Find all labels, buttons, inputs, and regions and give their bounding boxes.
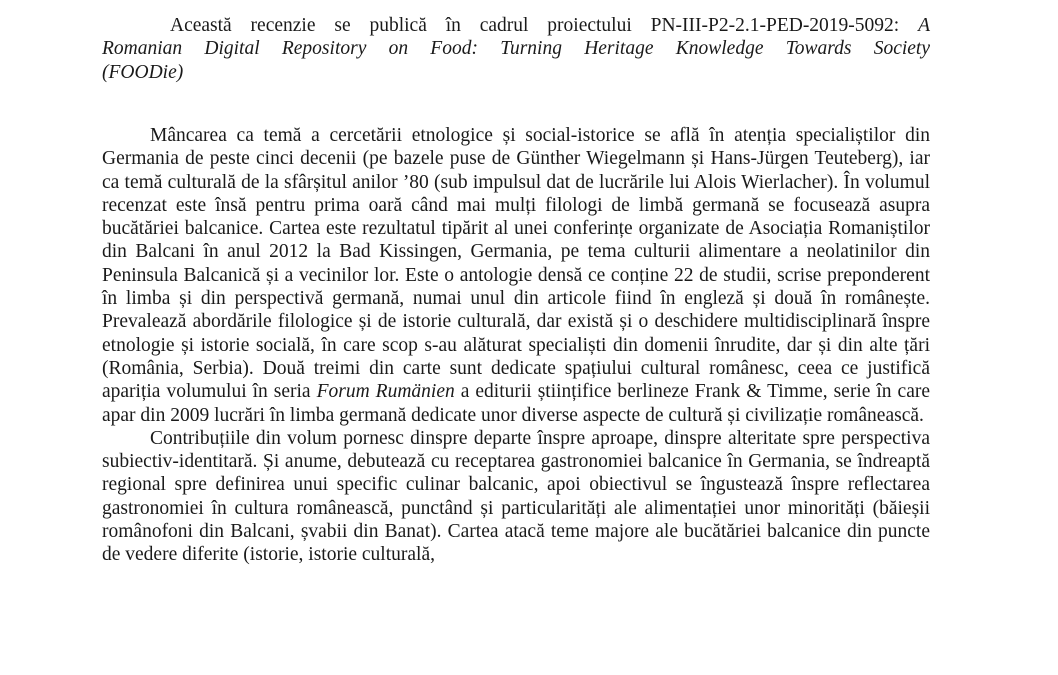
paragraph-1-part-2: a editurii științifice berlineze Frank & Timme, serie în care apar din 2009 lucrări în limba germană dedicate unor diverse aspecte de cultură și civilizație românească. (102, 381, 931, 426)
funding-note-line-1 (102, 14, 930, 37)
funding-note-line-3 (102, 61, 930, 84)
paragraph-2: Contribuțiile din volum pornesc dinspre departe înspre aproape, dinspre alteritate spre perspectiva subiectiv-identitară. Și anume, debutează cu receptarea gastronomiei balcanice în Germania, se îndreaptă regional spre definirea unui specific culinar balcanic, apoi obiectivul se îngustează înspre reflectarea gastronomiei în cultura românească, punctând și particularități ale alimentației unor minorități (băieșii românofoni din Balcani, șvabii din Banat). Cartea atacă teme majore ale bucătăriei balcanice din puncte de vedere diferite (istorie, istorie culturală, (102, 427, 930, 566)
review-body (102, 124, 930, 567)
paragraph-1-part-1: Mâncarea ca temă a cercetării etnologice și social-istorice se află în atenția specialiștilor din Germania de peste cinci decenii (pe bazele puse de Günther Wiegelmann și Hans-Jürgen Teuteberg), iar ca temă culturală de la sfârșitul anilor ’80 (sub impulsul dat de lucrările lui Alois Wierlacher). În volumul recenzat este însă pentru prima oară când mai mulți filologi de limbă germană se focusează asupra bucătăriei balcanice. Cartea este rezultatul tipărit al unei conferințe organizate de Asociația Romaniștilor din Balcani în anul 2012 la Bad Kissingen, Germania, pe tema culturii alimentare a neolatinilor din Peninsula Balcanică și a vecinilor lor. Este o antologie densă ce conține 22 de studii, scrise preponderent în limba și din perspectivă germană, numai unul din articole fiind în engleză și două în românește. Prevalează abordările filologice și de istorie culturală, dar există și o deschidere multidisciplinară înspre etnologie și istorie socială, în care scop s-au alăturat specialiști din domenii înrudite, dar și din alte țări (România, Serbia). Două treimi din carte sunt dedicate spațiului cultural românesc, ceea ce justifică apariția volumului în seria (102, 125, 930, 403)
funding-note (102, 14, 930, 84)
project-acronym: (FOODie) (102, 61, 184, 83)
funding-note-text: Această recenzie se publică în cadrul proiectului PN-III-P2-2.1-PED-2019-5092: (170, 15, 919, 36)
project-title-start: A (918, 15, 930, 36)
paragraph-1 (102, 124, 930, 427)
series-title: Forum Rumänien (316, 381, 455, 403)
funding-note-line-2 (102, 37, 930, 60)
project-title: Romanian Digital Repository on Food: Turning Heritage Knowledge Towards Society (102, 38, 930, 60)
